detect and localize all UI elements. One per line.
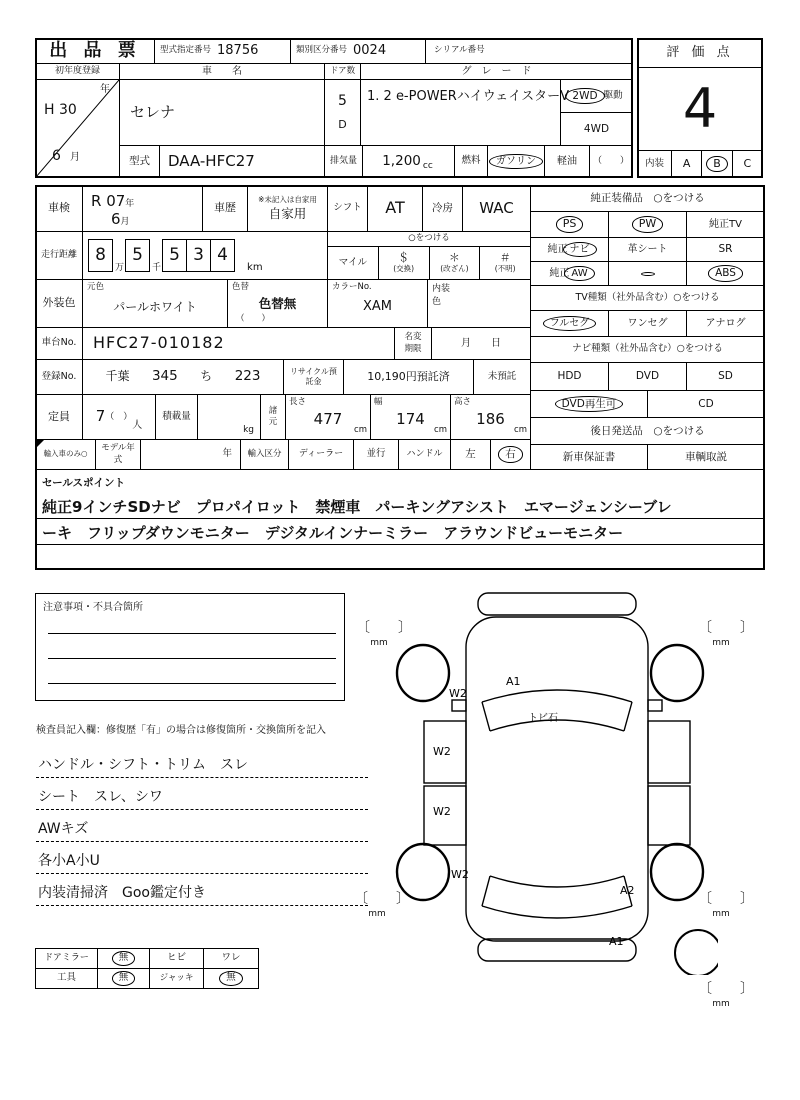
first-registration-month: 6 (52, 148, 61, 164)
mileage-digit-2: 5 (125, 239, 150, 272)
tv-fullseg-cell (530, 310, 609, 337)
displacement-value: 1,200 (382, 152, 421, 169)
wheel-front-right (651, 645, 703, 701)
right-front-door-panel (648, 721, 690, 783)
load-label: 積載量 (155, 394, 198, 440)
drive-2wd-cell (560, 79, 633, 113)
serial-number-cell (425, 38, 633, 64)
windshield-side (624, 702, 632, 731)
height-unit: cm (514, 425, 527, 436)
car-damage-diagram (388, 585, 718, 975)
equip-sr: SR (686, 237, 765, 262)
color-change-cell (227, 279, 328, 328)
registration-kana: ち (200, 369, 213, 384)
recycle-label-cell (283, 359, 344, 395)
grade-value: 1. 2 e-POWERハイウェイスターV (360, 79, 561, 146)
drive-2wd: 2WD (572, 89, 598, 102)
original-color-value: パールホワイト (113, 299, 197, 314)
interior-label: 内装 (638, 151, 672, 177)
mileage-flags (327, 231, 531, 280)
navi-hdd: HDD (530, 362, 609, 391)
color-no-label: カラーNo. (332, 282, 372, 292)
color-no-value: XAM (362, 299, 392, 315)
handle-label: ハンドル (398, 439, 451, 470)
equip-tv: 純正TV (686, 211, 765, 238)
history-cell (247, 185, 328, 232)
navi-sd: SD (686, 362, 765, 391)
interior-b: B (713, 156, 721, 170)
ac-label: 冷房 (422, 185, 463, 232)
handle-right-cell (490, 439, 531, 470)
wheel-rear-right (651, 844, 703, 900)
corner-marker-icon (36, 440, 44, 448)
color-no-cell (327, 279, 428, 328)
color-change-parens: （ ） (236, 314, 271, 325)
measure-bracket (354, 891, 410, 920)
bracket-glyph: 〔 〕 (698, 981, 754, 997)
door-mirror-label: ドアミラー (35, 948, 98, 969)
interior-c: C (743, 156, 752, 170)
car-name-value: セレナ (119, 79, 325, 146)
damage-label: W2 (449, 687, 467, 700)
equip-airbag-cell (608, 261, 687, 286)
mileage-label: 走行距離 (35, 231, 83, 280)
shaken-value-cell (82, 185, 203, 232)
displacement-cell (362, 145, 455, 178)
mileage-unit-man: 万 (115, 262, 125, 273)
right-rear-door-panel (648, 786, 690, 845)
equip-ps-cell (530, 211, 609, 238)
notes-rule-line (48, 683, 336, 684)
mileage-digit-3: 5 (162, 239, 187, 272)
capacity-parens: （ ） (105, 411, 133, 422)
equip-aw-prefix: 純正 (549, 267, 570, 279)
unknown-option (480, 247, 530, 279)
car-name-header: 車 名 (119, 63, 325, 80)
rear-window-side (482, 876, 490, 906)
equip-aw: AW (571, 267, 588, 279)
displacement-label: 排気量 (324, 145, 363, 178)
evaluation-header: 評 価 点 (637, 38, 763, 68)
interior-color-cell (427, 279, 531, 328)
registration-no-label: 登録No. (35, 359, 83, 395)
notes-rule-line (48, 658, 336, 659)
windshield-top (482, 690, 632, 702)
load-cell (197, 394, 261, 440)
damage-label: A1 (506, 675, 521, 688)
shaken-month-suffix: 月 (120, 217, 130, 228)
measure-bracket (698, 620, 754, 649)
exchange-symbol: ＄ (398, 251, 410, 265)
damage-label: W2 (433, 805, 451, 818)
sales-point-line2: ーキ フリップダウンモニター デジタルインナーミラー アラウンドビューモニター (42, 524, 624, 542)
vehicle-manual: 車輌取説 (647, 444, 765, 470)
inspector-note: 内装清掃済 Goo鑑定付き (36, 877, 368, 906)
capacity-value: 7 (95, 407, 106, 426)
model-year-unit: 年 (222, 448, 232, 460)
fuel-gasoline-cell (487, 145, 545, 178)
cd-cell: CD (647, 390, 765, 418)
jack-value-cell (203, 968, 259, 989)
fuel-diesel: 軽油 (544, 145, 590, 178)
class-code-label: 類別区分番号 (296, 45, 348, 56)
length-value: 477 (313, 410, 343, 429)
class-code-cell (290, 38, 426, 64)
history-label: 車歴 (202, 185, 248, 232)
right-mirror (648, 700, 662, 711)
equip-pw: PW (638, 217, 657, 231)
month-suffix: 月 (70, 152, 80, 163)
bracket-glyph: 〔 〕 (698, 620, 754, 636)
new-car-warranty: 新車保証書 (530, 444, 648, 470)
bracket-glyph: 〔 〕 (356, 620, 412, 636)
tv-type-header: TV種類（社外品含む）○をつける (530, 285, 765, 311)
mileage-digit-5: 4 (210, 239, 235, 272)
history-note: ※未記入は自家用 (258, 194, 317, 204)
model-year-label: モデル年式 (101, 443, 135, 465)
mile-option: マイル (328, 247, 379, 279)
mm-label: mm (370, 637, 388, 648)
sales-point-line1: 純正9インチSDナビ プロパイロット 禁煙車 パーキングアシスト エマージェンシーブレ (42, 498, 672, 516)
capacity-label: 定員 (35, 394, 83, 440)
tools-label: 工具 (35, 968, 98, 989)
interior-grade-row (637, 150, 763, 178)
original-color-cell (82, 279, 228, 328)
sheet-title: 出 品 票 (35, 38, 155, 64)
interior-color-label: 内装色 (432, 284, 451, 307)
recycle-value: 10,190円預託済 (343, 359, 474, 395)
import-only-cell (35, 439, 96, 470)
mm-label: mm (712, 908, 730, 919)
color-change-label: 色替 (232, 282, 250, 292)
equip-pw-cell (608, 211, 687, 238)
recycle-none: 未預託 (473, 359, 531, 395)
registration-number: 223 (234, 368, 261, 385)
mm-label: mm (712, 637, 730, 648)
height-cell (450, 394, 531, 440)
serial-number-label: シリアル番号 (434, 45, 485, 56)
first-registration-header: 初年度登録 (35, 63, 120, 80)
unknown-label: (不明) (494, 264, 516, 273)
door-mirror-none-cell (97, 948, 150, 969)
registration-class: 345 (151, 368, 178, 385)
measure-bracket (356, 620, 412, 649)
equip-navi: ナビ (569, 243, 590, 255)
sales-point-label: セールスポイント (42, 477, 126, 489)
registration-no-value (82, 359, 284, 395)
dvd-play: DVD再生可 (561, 397, 617, 410)
inspector-note: ハンドル・シフト・トリム スレ (36, 749, 368, 778)
spare-tire (675, 930, 718, 975)
grade-header: グ レ ー ド (360, 63, 633, 80)
model-designation-cell (154, 38, 291, 64)
width-unit: cm (434, 425, 447, 436)
front-bumper (478, 593, 636, 615)
inspector-note: シート スレ、シワ (36, 781, 368, 810)
color-change-value: 色替無 (258, 296, 297, 312)
length-label: 長さ (289, 397, 307, 407)
spec-label: 諸元 (268, 405, 278, 427)
class-code-value: 0024 (353, 42, 387, 58)
mm-label: mm (368, 908, 386, 919)
doors-header: ドア数 (324, 63, 361, 80)
door-mirror-broken: ワレ (203, 948, 259, 969)
name-change-value: 月 日 (431, 327, 531, 360)
damage-label: W2 (433, 745, 451, 758)
registration-area: 千葉 (105, 369, 130, 384)
handle-left: 左 (450, 439, 491, 470)
load-unit: kg (243, 424, 254, 435)
evaluation-score: 4 (682, 76, 718, 140)
bracket-glyph: 〔 〕 (354, 891, 410, 907)
model-value: DAA-HFC27 (159, 145, 325, 178)
equip-abs: ABS (715, 267, 736, 280)
equip-leather: 革シート (608, 237, 687, 262)
height-label: 高さ (454, 397, 472, 407)
fuel-label: 燃料 (454, 145, 488, 178)
mileage-unit-sen: 千 (152, 262, 162, 273)
mileage-km: km (247, 261, 263, 273)
fuel-gasoline: ガソリン (496, 155, 536, 167)
bracket-glyph: 〔 〕 (698, 891, 754, 907)
import-only-label: 輸入車のみ○ (43, 449, 88, 459)
door-mirror-crack: ヒビ (149, 948, 204, 969)
first-registration-year: H 30 (44, 102, 77, 118)
damage-label: A1 (609, 935, 624, 948)
left-mirror (452, 700, 466, 711)
inspector-note: 各小A小U (36, 845, 368, 874)
recycle-label: リサイクル預託金 (290, 366, 337, 386)
capacity-unit: 人 (132, 419, 143, 431)
first-registration-cell (35, 79, 120, 178)
exchange-option (379, 247, 430, 279)
drive-label: 駆動 (603, 89, 623, 101)
width-value: 174 (396, 410, 425, 429)
equip-navi-prefix: 純正 (547, 243, 568, 255)
height-value: 186 (476, 410, 505, 429)
tv-fullseg: フルセグ (549, 317, 590, 329)
circle-note: ○をつける (328, 232, 530, 247)
spec-label-cell (260, 394, 286, 440)
model-label: 型式 (119, 145, 160, 178)
length-cell (285, 394, 371, 440)
handle-right: 右 (505, 448, 516, 461)
interior-a: A (672, 151, 702, 177)
door-mirror-none: 無 (118, 952, 129, 964)
width-cell (370, 394, 451, 440)
damage-label: A2 (620, 884, 635, 897)
measure-bracket (698, 891, 754, 920)
exterior-color-label: 外装色 (35, 279, 83, 328)
rule-line (37, 518, 763, 519)
later-shipping: 後日発送品 ○をつける (530, 417, 765, 445)
dvd-play-cell (530, 390, 648, 418)
navi-dvd: DVD (608, 362, 687, 391)
capacity-cell (82, 394, 156, 440)
jack-value: 無 (226, 972, 236, 984)
model-year-label-cell (95, 439, 141, 470)
doors-value: 5 (338, 93, 347, 110)
tools-value: 無 (118, 972, 129, 984)
interior-b-cell (702, 151, 732, 177)
chassis-no-label: 車台No. (35, 327, 83, 360)
mileage-digits (82, 231, 328, 280)
shift-value: AT (367, 185, 423, 232)
notes-title: 注意事項・不具合箇所 (43, 602, 143, 613)
shaken-era-year: R 07 (91, 192, 126, 210)
import-parallel: 並行 (353, 439, 399, 470)
ac-value: WAC (462, 185, 531, 232)
equip-navi-cell (530, 237, 609, 262)
wheel-front-left (397, 645, 449, 701)
damage-label: W2 (451, 868, 469, 881)
tools-value-cell (97, 968, 150, 989)
equip-abs-cell (686, 261, 765, 286)
fuel-other: （ ） (589, 145, 633, 178)
import-class-label: 輸入区分 (240, 439, 289, 470)
tamper-symbol: ＊ (448, 251, 460, 265)
inspector-header: 検査員記入欄：修復歴「有」の場合は修復箇所・交換箇所を記入 (36, 725, 326, 736)
original-color-label: 元色 (87, 282, 105, 292)
tv-analog: アナログ (686, 310, 765, 337)
measure-bracket (698, 981, 754, 1010)
model-year-cell (140, 439, 241, 470)
name-change-label-cell (394, 327, 432, 360)
shift-label: シフト (327, 185, 368, 232)
name-change-label: 名変期限 (404, 332, 422, 354)
model-designation-label: 型式指定番号 (160, 45, 212, 56)
exchange-label: (交換) (393, 264, 415, 273)
chassis-no-value: HFC27-010182 (82, 327, 395, 360)
tv-oneseg: ワンセグ (608, 310, 687, 337)
navi-type-header: ナビ種類（社外品含む）○をつける (530, 336, 765, 363)
mileage-digit-4: 3 (186, 239, 211, 272)
mm-label: mm (712, 998, 730, 1009)
damage-label: トビ石 (528, 713, 558, 724)
jack-label: ジャッキ (149, 968, 204, 989)
unknown-symbol: ＃ (499, 251, 511, 265)
mileage-digit-1: 8 (88, 239, 113, 272)
tamper-option (430, 247, 481, 279)
rear-window-bottom (482, 906, 632, 918)
width-label: 幅 (374, 397, 383, 407)
rear-window-top (490, 876, 624, 887)
tamper-label: (改ざん) (440, 264, 469, 273)
equip-ps: PS (562, 217, 577, 231)
doors-cell (324, 79, 361, 146)
drive-4wd-cell: 4WD (560, 112, 633, 146)
shaken-month: 6 (111, 210, 121, 229)
inspector-note: AWキズ (36, 813, 368, 842)
displacement-unit: cc (422, 160, 433, 171)
equip-aw-cell (530, 261, 609, 286)
import-dealer: ディーラー (288, 439, 354, 470)
notes-rule-line (48, 633, 336, 634)
doors-sub: D (338, 118, 347, 132)
shaken-label: 車検 (35, 185, 83, 232)
shaken-year-suffix: 年 (125, 199, 135, 209)
equipment-header: 純正装備品 ○をつける (530, 185, 765, 212)
windshield-side (482, 702, 490, 731)
history-value: 自家用 (268, 206, 307, 222)
length-unit: cm (354, 425, 367, 436)
rule-line (37, 544, 763, 545)
model-designation-value: 18756 (217, 42, 259, 58)
year-suffix: 年 (100, 84, 110, 95)
